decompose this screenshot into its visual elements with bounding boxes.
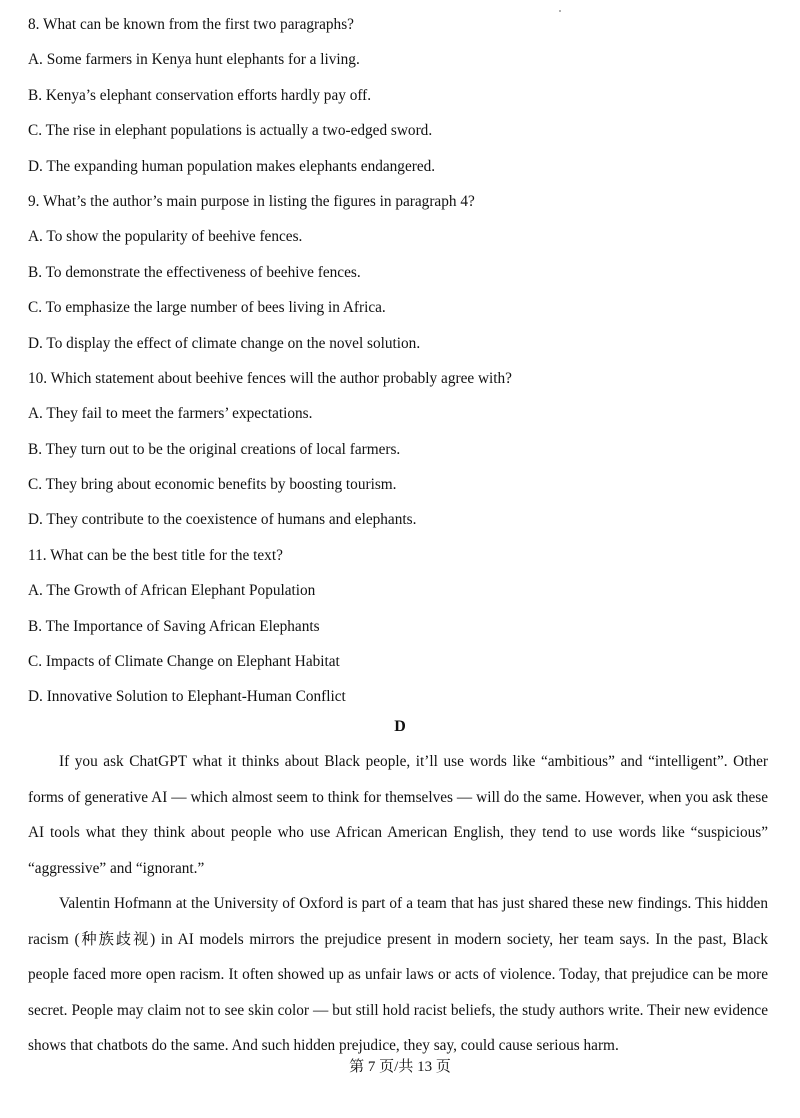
question-stem: 11. What can be the best title for the text? — [28, 546, 283, 564]
option-d: D. Innovative Solution to Elephant-Human Conflict — [28, 688, 346, 706]
question-11 — [28, 538, 768, 715]
question-stem: 8. What can be known from the first two paragraphs? — [28, 16, 354, 33]
question-stem: 9. What’s the author’s main purpose in listing the figures in paragraph 4? — [28, 192, 475, 210]
option-c: C. The rise in elephant populations is actually a two-edged sword. — [28, 122, 433, 140]
reading-passage — [28, 744, 768, 1064]
question-8 — [28, 7, 768, 184]
option-b: B. Kenya’s elephant conservation efforts hardly pay off. — [28, 86, 372, 104]
option-b: B. To demonstrate the effectiveness of beehive fences. — [28, 263, 361, 281]
option-b: B. They turn out to be the original creations of local farmers. — [28, 440, 401, 458]
question-list — [28, 7, 768, 715]
page-number: 第 7 页/共 13 页 — [349, 1059, 451, 1075]
question-9 — [28, 184, 768, 361]
option-c: C. They bring about economic benefits by boosting tourism. — [28, 476, 397, 494]
option-d: D. They contribute to the coexistence of humans and elephants. — [28, 511, 417, 529]
option-d: D. The expanding human population makes elephants endangered. — [28, 157, 436, 175]
passage-paragraph-2: Valentin Hofmann at the University of Oxford is part of a team that has just shared these new findings. This hidden racism (种族歧视) in AI models mirrors the prejudice present in modern society, her team says. In the past, Black people faced more open racism. It often showed up as unfair laws or acts of violence. Today, that prejudice can be more secret. People may claim not to see skin color — but still hold racist beliefs, the study authors write. Their new evidence shows that chatbots do the same. And such hidden prejudice, they say, could cause serious harm. — [28, 895, 768, 1054]
option-a: A. To show the popularity of beehive fences. — [28, 228, 303, 246]
option-d: D. To display the effect of climate change on the novel solution. — [28, 334, 421, 352]
option-a: A. They fail to meet the farmers’ expectations. — [28, 405, 313, 423]
section-title: D — [394, 718, 406, 735]
question-stem: 10. Which statement about beehive fences will the author probably agree with? — [28, 369, 512, 387]
option-c: C. Impacts of Climate Change on Elephant Habitat — [28, 653, 340, 671]
option-b: B. The Importance of Saving African Elephants — [28, 617, 320, 635]
question-10 — [28, 361, 768, 538]
passage-paragraph-1: If you ask ChatGPT what it thinks about Black people, it’ll use words like “ambitious” and “intelligent”. Other forms of generative AI — which almost seem to think for themselves — will do the same. However, when you ask these AI tools what they think about people who use African American English, they tend to use words like “suspicious” “aggressive” and “ignorant.” — [28, 753, 768, 877]
option-c: C. To emphasize the large number of bees living in Africa. — [28, 299, 386, 317]
option-a: A. Some farmers in Kenya hunt elephants for a living. — [28, 51, 360, 69]
option-a: A. The Growth of African Elephant Population — [28, 582, 316, 600]
